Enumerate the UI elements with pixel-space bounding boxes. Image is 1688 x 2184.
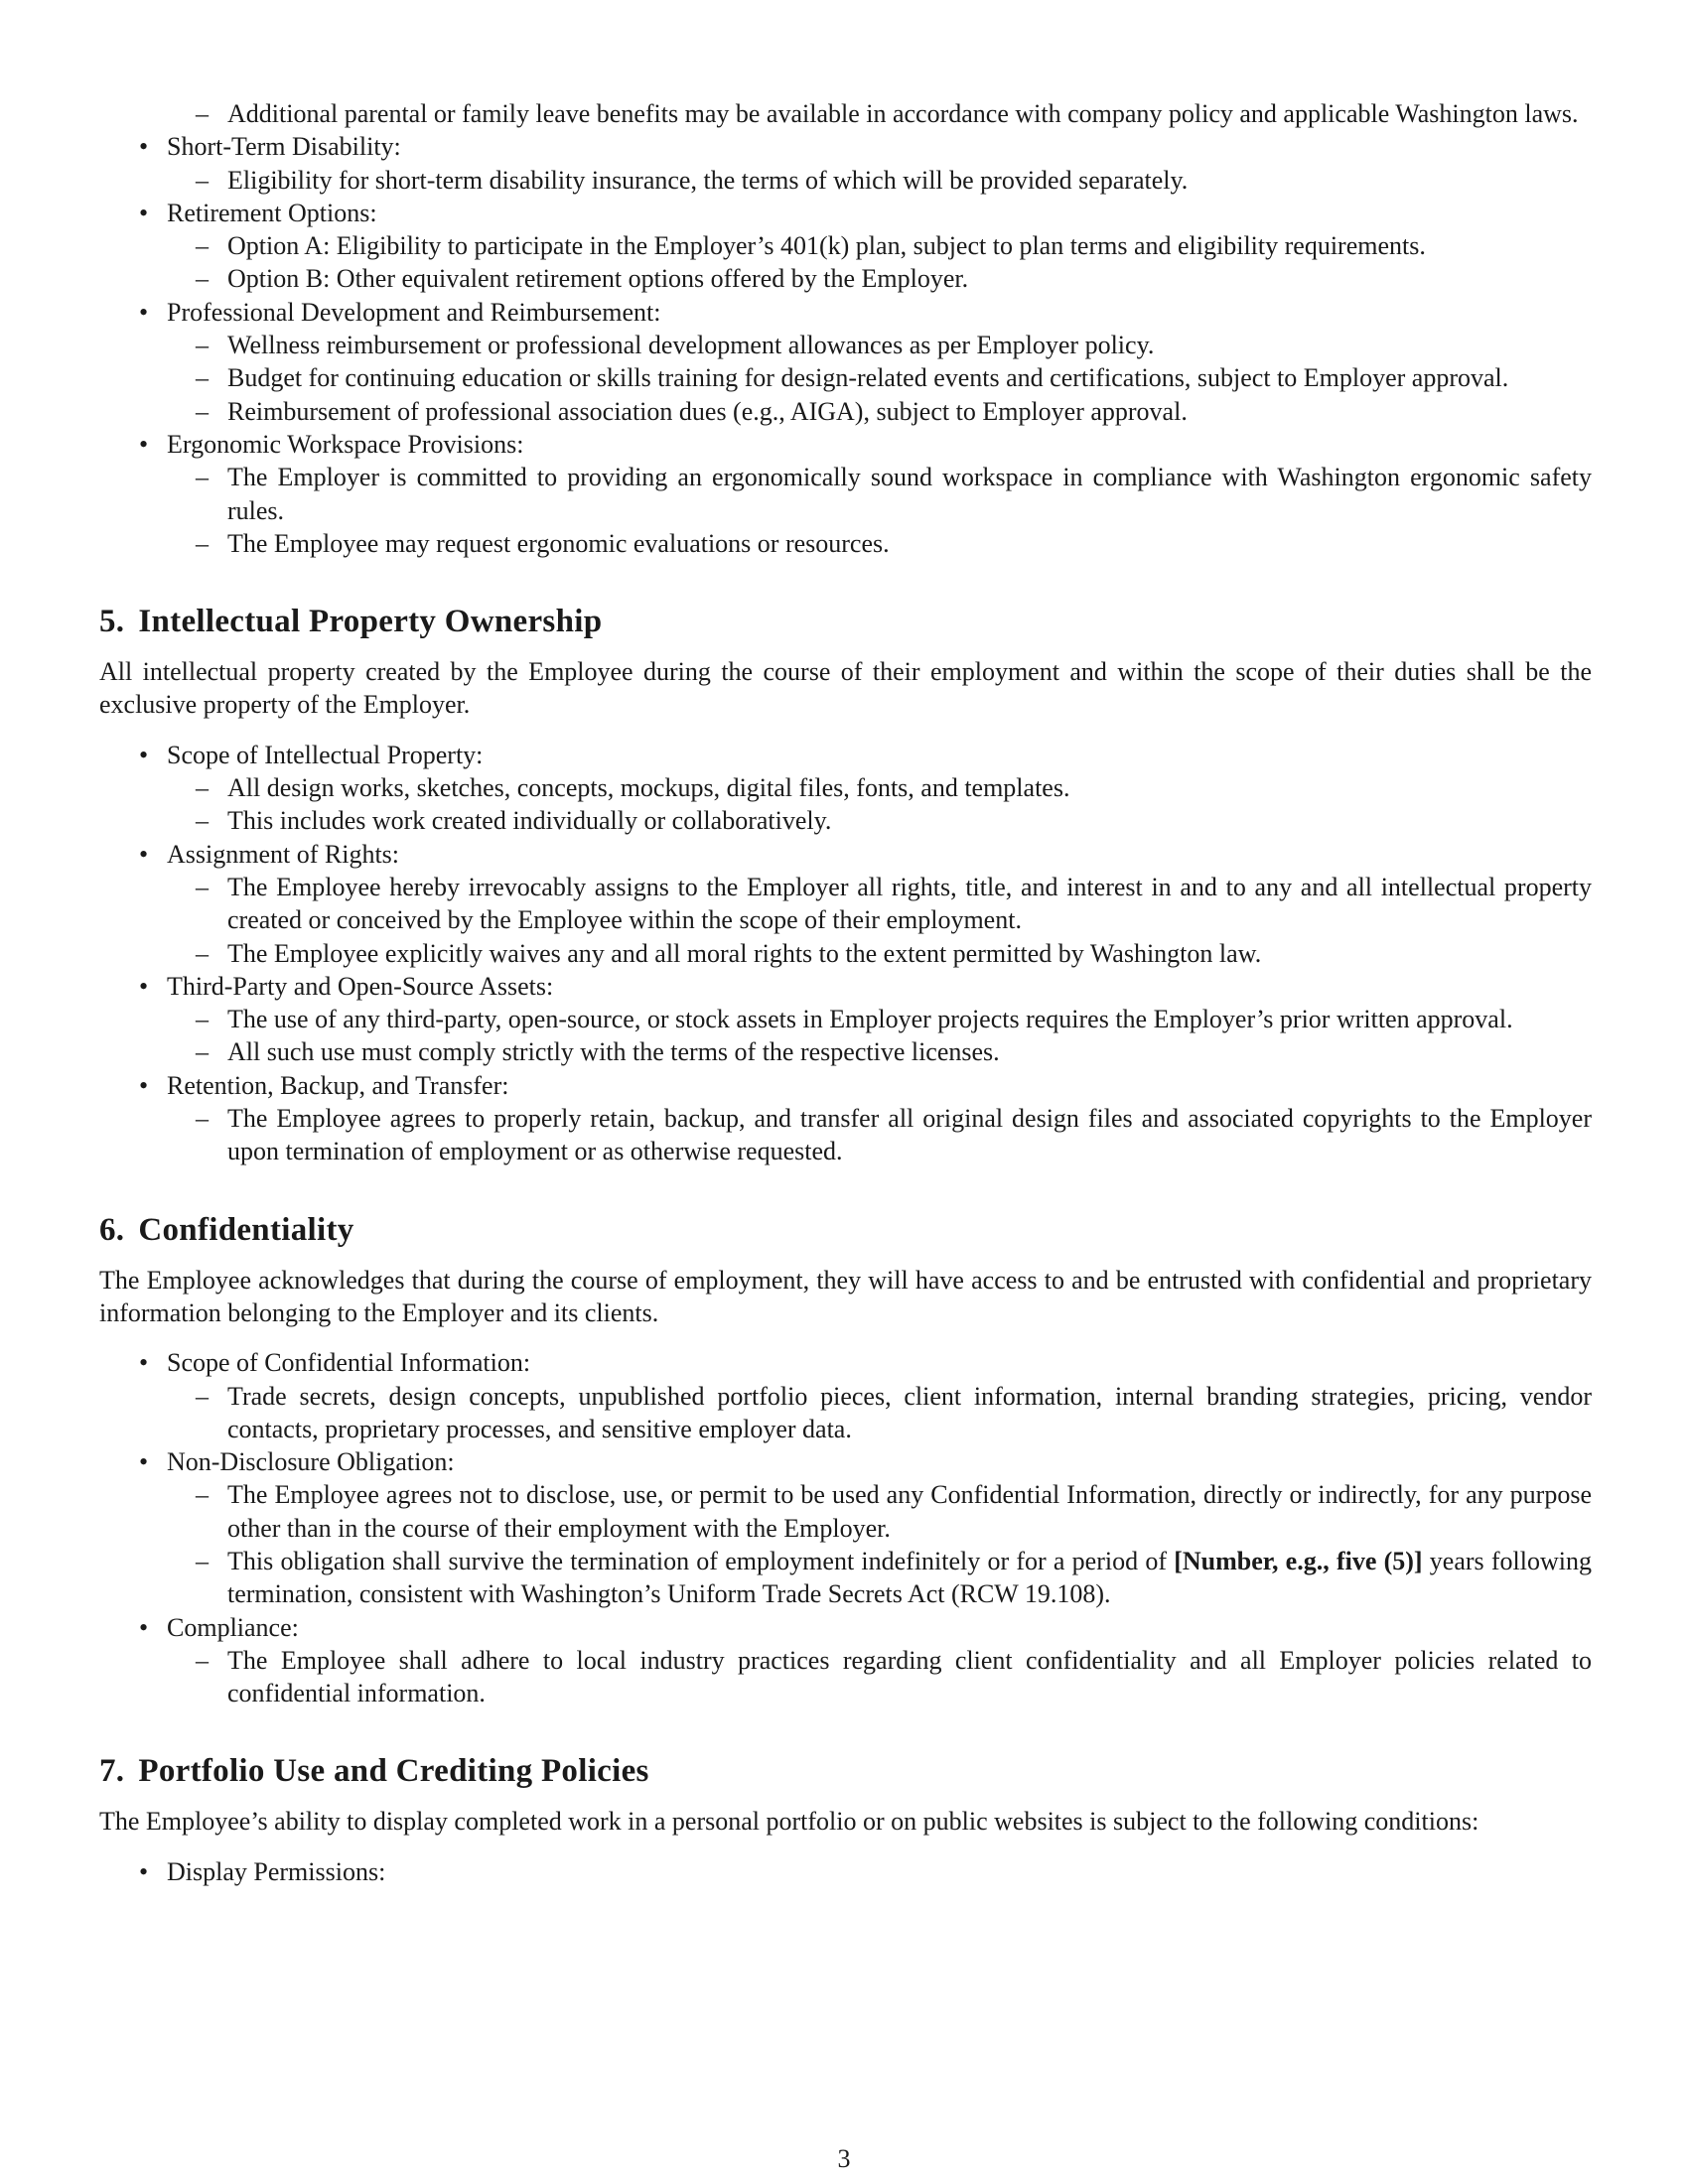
section-title: Confidentiality — [138, 1211, 354, 1248]
list-item-label: Display Permissions: — [167, 1856, 386, 1886]
section-number: 5. — [99, 604, 125, 640]
sub-item-text: Reimbursement of professional association dues (e.g., AIGA), subject to Employer approval. — [227, 396, 1188, 426]
dash-marker: – — [196, 165, 209, 195]
list-item-label: Short-Term Disability: — [167, 132, 401, 162]
dash-marker: – — [196, 938, 209, 968]
bullet-marker: • — [139, 132, 149, 162]
dash-marker: – — [196, 1005, 209, 1034]
sub-list — [167, 97, 1592, 130]
sub-item-text: years following termination, consistent with Washington’s Uniform Trade Secrets Act (RCW 19.108). — [227, 1546, 1592, 1609]
bullet-marker: • — [139, 1856, 149, 1886]
sub-list-item — [167, 1003, 1592, 1035]
dash-marker: – — [196, 806, 209, 836]
sub-item-text: The Employee may request ergonomic evaluations or resources. — [227, 528, 890, 558]
sub-item-text: Wellness reimbursement or professional development allowances as per Employer policy. — [227, 331, 1155, 360]
sub-list — [167, 1003, 1592, 1069]
sub-item-text: The Employee hereby irrevocably assigns to the Employer all rights, title, and interest in and to any and all intellectual property created or conceived by the Employee within the scope of their employment. — [227, 872, 1592, 935]
sub-list — [167, 1478, 1592, 1610]
dash-marker: – — [196, 1480, 209, 1510]
list-item-label: Retirement Options: — [167, 198, 377, 227]
sub-list-item — [167, 937, 1592, 970]
sub-item-text: The Employee explicitly waives any and all moral rights to the extent permitted by Washington law. — [227, 938, 1262, 968]
sub-item-text: Budget for continuing education or skills training for design-related events and certifications, subject to Employer approval. — [227, 363, 1509, 393]
dash-marker: – — [196, 1546, 209, 1575]
sections-container — [99, 602, 1592, 1888]
section-heading — [99, 1751, 1592, 1791]
bullet-marker: • — [139, 1070, 149, 1100]
section-intro: All intellectual property created by the Employee during the course of their employment and within the scope of their duties shall be the exclusive property of the Employer. — [99, 657, 1592, 720]
sub-list — [167, 1102, 1592, 1168]
section-heading — [99, 1210, 1592, 1250]
sub-list-item — [167, 1102, 1592, 1168]
section-number: 7. — [99, 1753, 125, 1790]
dash-marker: – — [196, 773, 209, 803]
bullet-marker: • — [139, 971, 149, 1001]
sub-list — [167, 461, 1592, 560]
sub-item-text: Option B: Other equivalent retirement options offered by the Employer. — [227, 264, 969, 294]
dash-marker: – — [196, 872, 209, 901]
list-item — [99, 1346, 1592, 1445]
list-item — [99, 1069, 1592, 1168]
sub-item-text: The Employee agrees not to disclose, use, or permit to be used any Confidential Information, directly or indirectly, for any purpose other than in the course of their employment with the Employer. — [227, 1480, 1592, 1543]
section-list — [99, 1346, 1592, 1709]
sub-list — [167, 771, 1592, 838]
sub-list-item — [167, 1380, 1592, 1446]
benefits-continued-list — [99, 97, 1592, 560]
sub-list-item — [167, 229, 1592, 262]
list-item-label: Retention, Backup, and Transfer: — [167, 1070, 509, 1100]
sub-list-item — [167, 395, 1592, 428]
list-item-label: Professional Development and Reimbursement: — [167, 297, 661, 327]
sub-list-item — [167, 329, 1592, 361]
sub-list-item — [167, 804, 1592, 837]
bullet-marker: • — [139, 839, 149, 869]
sub-item-text: This includes work created individually or collaboratively. — [227, 806, 832, 836]
dash-marker: – — [196, 1104, 209, 1134]
sub-list — [167, 329, 1592, 428]
section-number: 6. — [99, 1211, 125, 1248]
bullet-marker: • — [139, 198, 149, 227]
sub-list-item — [167, 1478, 1592, 1545]
sub-item-text: The Employee shall adhere to local industry practices regarding client confidentiality and all Employer policies related to confidential information. — [227, 1645, 1592, 1708]
dash-marker: – — [196, 331, 209, 360]
section-intro: The Employee’s ability to display completed work in a personal portfolio or on public websites is subject to the following conditions: — [99, 1807, 1479, 1837]
list-item-label: Assignment of Rights: — [167, 839, 400, 869]
list-item-label: Scope of Confidential Information: — [167, 1348, 531, 1378]
placeholder-bold-text: [Number, e.g., five (5)] — [1174, 1546, 1423, 1575]
list-item-label: Non-Disclosure Obligation: — [167, 1447, 455, 1477]
dash-marker: – — [196, 264, 209, 294]
sub-list — [167, 164, 1592, 197]
list-item — [99, 1611, 1592, 1710]
sub-list-item — [167, 461, 1592, 527]
sub-list — [167, 1644, 1592, 1710]
sub-list-item — [167, 527, 1592, 560]
list-item — [99, 197, 1592, 296]
list-item — [99, 130, 1592, 197]
dash-marker: – — [196, 396, 209, 426]
dash-marker: – — [196, 463, 209, 492]
sub-item-text: This obligation shall survive the termination of employment indefinitely or for a period of — [227, 1546, 1175, 1575]
sub-item-text: Option A: Eligibility to participate in the Employer’s 401(k) plan, subject to plan terms and eligibility requirements. — [227, 231, 1426, 261]
dash-marker: – — [196, 363, 209, 393]
sub-list-item — [167, 1644, 1592, 1710]
sub-list-item — [167, 262, 1592, 295]
list-item — [99, 1445, 1592, 1610]
list-item — [99, 838, 1592, 970]
sub-list-item — [167, 1035, 1592, 1068]
list-item-label: Ergonomic Workspace Provisions: — [167, 429, 524, 459]
sub-list — [167, 229, 1592, 296]
sub-item-text: Trade secrets, design concepts, unpublished portfolio pieces, client information, internal branding strategies, pricing, vendor contacts, proprietary processes, and sensitive employer data. — [227, 1381, 1592, 1443]
bullet-marker: • — [139, 1612, 149, 1642]
section-list — [99, 1855, 1592, 1888]
list-item — [99, 970, 1592, 1069]
section-intro: The Employee acknowledges that during the course of employment, they will have access to and be entrusted with confidential and proprietary information belonging to the Employer and its clients. — [99, 1265, 1592, 1327]
list-item — [99, 97, 1592, 130]
sub-list — [167, 871, 1592, 970]
bullet-marker: • — [139, 1447, 149, 1477]
sub-list-item — [167, 361, 1592, 394]
sub-item-text: The Employee agrees to properly retain, backup, and transfer all original design files and associated copyrights to the Employer upon termination of employment or as otherwise requested. — [227, 1104, 1592, 1166]
sub-item-text: The Employer is committed to providing an ergonomically sound workspace in compliance with Washington ergonomic safety rules. — [227, 463, 1592, 525]
sub-list-item — [167, 771, 1592, 804]
dash-marker: – — [196, 1037, 209, 1067]
sub-list — [167, 1380, 1592, 1446]
dash-marker: – — [196, 1645, 209, 1675]
bullet-marker: • — [139, 429, 149, 459]
list-item — [99, 739, 1592, 838]
dash-marker: – — [196, 1381, 209, 1411]
sub-list-item — [167, 164, 1592, 197]
sub-item-text: All design works, sketches, concepts, mockups, digital files, fonts, and templates. — [227, 773, 1070, 803]
dash-marker: – — [196, 528, 209, 558]
sub-item-text: Eligibility for short-term disability insurance, the terms of which will be provided separately. — [227, 165, 1189, 195]
sub-item-text: Additional parental or family leave benefits may be available in accordance with company policy and applicable Washington laws. — [227, 99, 1579, 128]
list-item — [99, 428, 1592, 560]
bullet-marker: • — [139, 1348, 149, 1378]
section-title: Intellectual Property Ownership — [138, 604, 603, 640]
dash-marker: – — [196, 99, 209, 128]
list-item — [99, 1855, 1592, 1888]
dash-marker: – — [196, 231, 209, 261]
list-item-label: Compliance: — [167, 1612, 299, 1642]
sub-item-text: All such use must comply strictly with the terms of the respective licenses. — [227, 1037, 1000, 1067]
document-page — [99, 97, 1592, 1888]
bullet-marker: • — [139, 740, 149, 769]
section-heading — [99, 602, 1592, 641]
bullet-marker: • — [139, 297, 149, 327]
list-item-label: Scope of Intellectual Property: — [167, 740, 484, 769]
section-list — [99, 739, 1592, 1168]
sub-list-item — [167, 97, 1592, 130]
list-item — [99, 296, 1592, 428]
sub-list-item — [167, 1545, 1592, 1611]
page-number: 3 — [837, 2144, 851, 2173]
sub-list-item — [167, 871, 1592, 937]
sub-item-text: The use of any third-party, open-source, or stock assets in Employer projects requires the Employer’s prior written approval. — [227, 1005, 1513, 1034]
section-title: Portfolio Use and Crediting Policies — [138, 1753, 649, 1790]
list-item-label: Third-Party and Open-Source Assets: — [167, 971, 554, 1001]
